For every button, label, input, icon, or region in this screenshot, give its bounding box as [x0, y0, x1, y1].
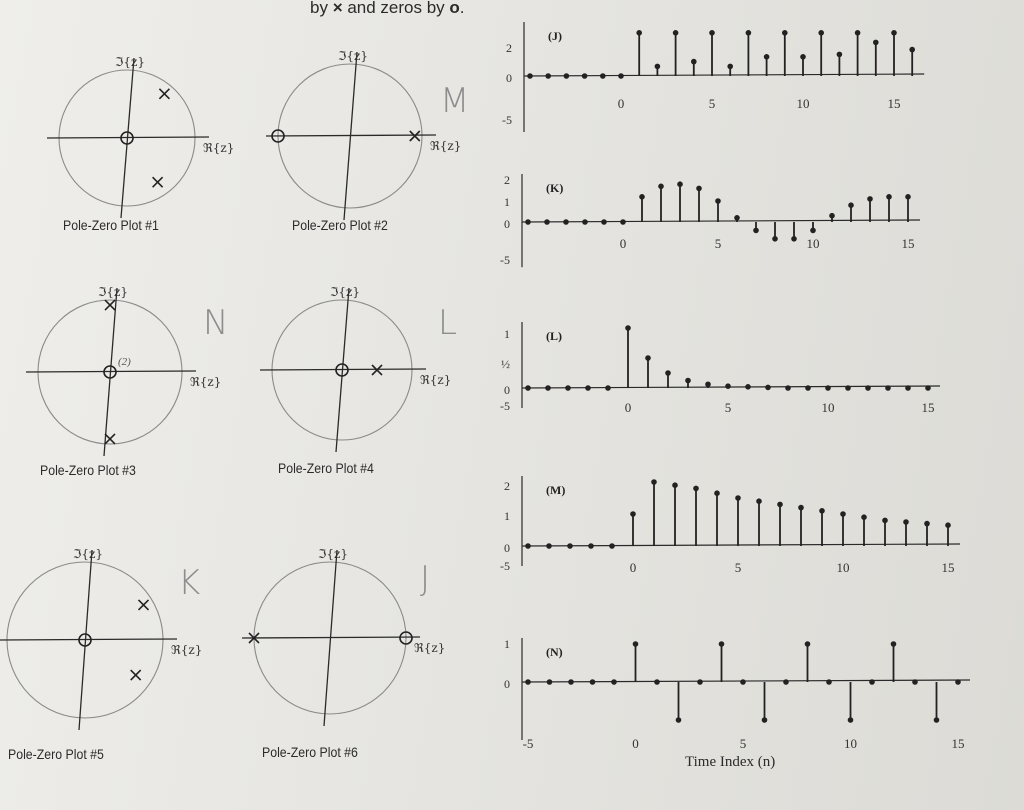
stem-marker: [955, 679, 961, 685]
x-tick-label: 5: [714, 236, 722, 251]
y-tick-label: -5: [500, 399, 510, 413]
real-axis-label: ℜ{z}: [414, 641, 446, 655]
handwritten-answer: L: [438, 303, 457, 343]
y-tick-label: 1: [504, 327, 510, 341]
stem-plot-label: (L): [546, 329, 562, 343]
imag-axis-label: ℑ{z}: [318, 547, 348, 561]
x-tick-label: 5: [739, 736, 747, 751]
x-tick-label: 0: [624, 400, 632, 415]
y-tick-label: 1: [504, 195, 510, 209]
heading-text: by × and zeros by o.: [310, 0, 465, 17]
x-axis: [522, 680, 970, 682]
x-tick-label: 10: [844, 736, 857, 751]
x-tick-label: 5: [734, 560, 742, 575]
x-tick-label: 15: [901, 236, 915, 251]
stem-marker: [676, 717, 682, 723]
x-tick-label: 5: [708, 96, 716, 111]
pole-zero-caption: Pole-Zero Plot #5: [8, 746, 104, 762]
y-tick-label: -5: [502, 113, 512, 127]
stem-marker: [547, 679, 553, 685]
stem-marker: [805, 641, 811, 647]
imag-axis-label: ℑ{z}: [98, 285, 128, 299]
y-tick-label: 0: [504, 383, 510, 397]
pole-zero-caption: Pole-Zero Plot #3: [40, 462, 136, 478]
y-tick-label: 1: [504, 637, 510, 651]
x-tick-label: 15: [921, 400, 935, 415]
handwritten-answer: J: [420, 559, 431, 599]
stem-marker: [719, 641, 725, 647]
stem-marker: [654, 679, 660, 685]
y-tick-label: 1: [504, 509, 510, 523]
y-tick-label: -5: [500, 559, 510, 573]
x-tick-label: 0: [619, 236, 627, 251]
imag-axis-label: ℑ{z}: [73, 547, 103, 561]
y-tick-label: ½: [501, 357, 510, 371]
x-tick-label: 0: [632, 736, 639, 751]
y-tick-label: -5: [500, 253, 510, 267]
x-tick-label: 0: [629, 560, 637, 575]
stem-marker: [525, 679, 531, 685]
stem-marker: [783, 679, 789, 685]
pole-zero-caption: Pole-Zero Plot #4: [278, 460, 374, 476]
x-tick-label: 10: [821, 400, 835, 415]
stem-marker: [869, 679, 875, 685]
stem-plot-label: (M): [546, 483, 566, 497]
x-tick-label: 0: [617, 96, 625, 111]
stem-marker: [740, 679, 746, 685]
x-tick-label: 10: [836, 560, 850, 575]
pole-zero-caption: Pole-Zero Plot #2: [292, 217, 388, 233]
stem-plot-label: (K): [546, 181, 564, 195]
x-tick-label: 5: [724, 400, 732, 415]
stem-marker: [762, 717, 768, 723]
real-axis-label: ℜ{z}: [203, 141, 235, 155]
stem-marker: [891, 641, 897, 647]
x-tick-label: 15: [941, 560, 955, 575]
real-axis-label: ℜ{z}: [190, 375, 222, 389]
x-tick-label: 15: [951, 736, 965, 751]
time-index-label: Time Index (n): [685, 754, 776, 770]
x-tick-label: 10: [806, 236, 820, 251]
zero-multiplicity-label: (2): [118, 356, 131, 368]
stem-marker: [826, 679, 832, 685]
stem-marker: [697, 679, 703, 685]
y-tick-label: 2: [504, 479, 510, 493]
handwritten-answer: N: [203, 303, 229, 343]
stem-plot-label: (N): [546, 645, 563, 659]
stem-plot-label: (J): [548, 29, 562, 43]
stem-marker: [611, 679, 617, 685]
real-axis-label: ℜ{z}: [420, 373, 452, 387]
real-axis-label: ℜ{z}: [171, 643, 203, 657]
pole-zero-caption: Pole-Zero Plot #6: [262, 744, 358, 760]
handwritten-answer: M: [440, 81, 470, 121]
y-tick-label: 2: [506, 41, 512, 55]
stem-marker: [934, 717, 940, 723]
imag-axis-label: ℑ{z}: [330, 285, 360, 299]
stem-marker: [848, 717, 854, 723]
x-tick-label: 15: [887, 96, 901, 111]
x-tick-label: -5: [522, 736, 534, 751]
x-tick-label: 10: [796, 96, 810, 111]
y-tick-label: 0: [504, 541, 510, 555]
stem-marker: [633, 641, 639, 647]
pole-zero-caption: Pole-Zero Plot #1: [63, 217, 159, 233]
imag-axis-label: ℑ{z}: [115, 55, 145, 69]
real-axis-label: ℜ{z}: [430, 139, 462, 153]
y-tick-label: 0: [506, 71, 512, 85]
stem-marker: [568, 679, 574, 685]
y-tick-label: 0: [504, 217, 510, 231]
handwritten-answer: K: [178, 563, 201, 603]
y-tick-label: 0: [504, 677, 510, 691]
imag-axis-label: ℑ{z}: [338, 49, 368, 63]
stem-marker: [590, 679, 596, 685]
stem-marker: [912, 679, 918, 685]
y-tick-label: 2: [504, 173, 510, 187]
